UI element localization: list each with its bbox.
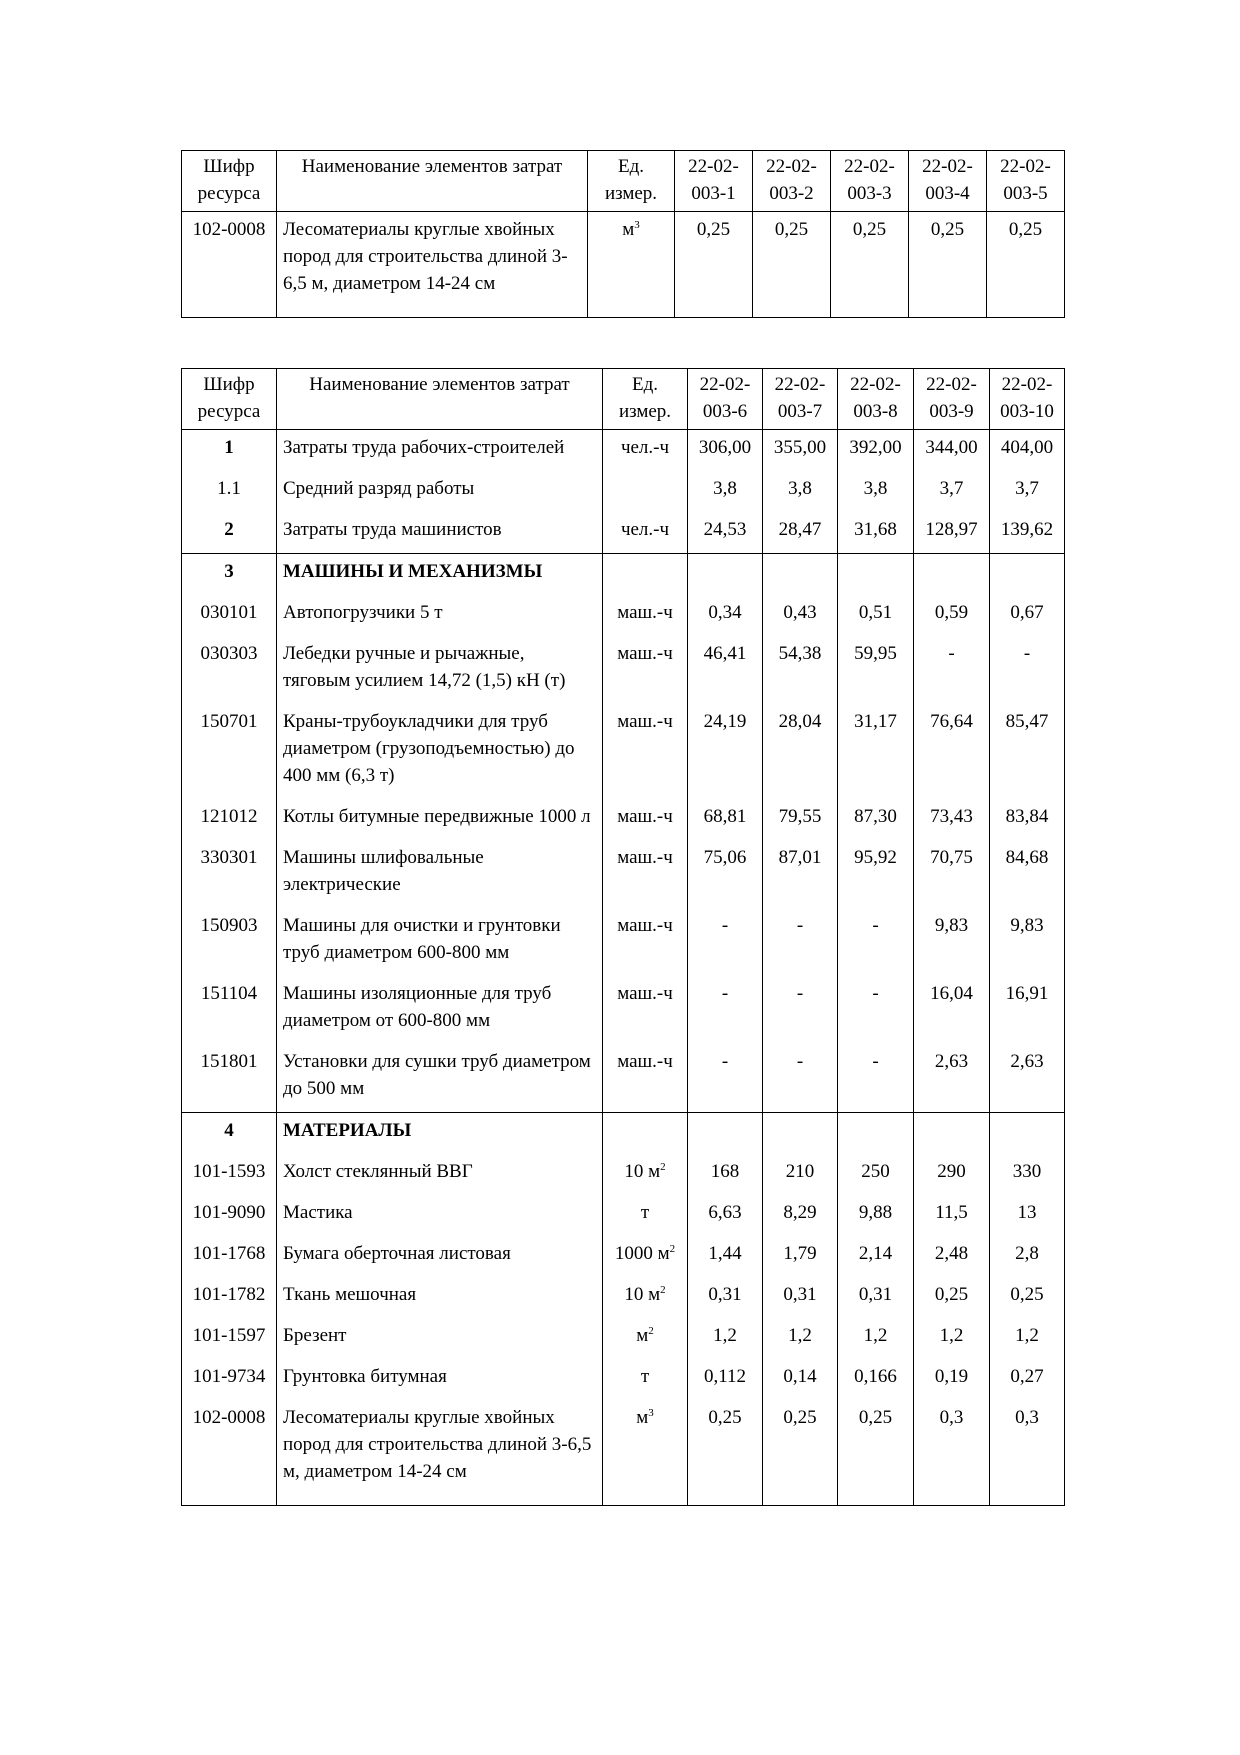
unit-cell — [603, 1044, 688, 1113]
header-norm-code — [987, 151, 1065, 212]
header-norm-line: 003-6 — [702, 401, 748, 422]
header-code-line: ресурса — [197, 401, 261, 422]
norm-value: 9,83 — [990, 908, 1065, 976]
norm-value: 1,44 — [688, 1236, 763, 1277]
header-norm-line: 22-02- — [850, 374, 901, 395]
norm-value: 3,7 — [914, 471, 990, 512]
norm-value: 0,25 — [838, 1400, 914, 1506]
resource-code: 101-9734 — [182, 1359, 277, 1400]
norm-value: 404,00 — [990, 430, 1065, 472]
header-name: Наименование элементов затрат — [277, 369, 603, 430]
norm-value: 28,47 — [763, 512, 838, 554]
resource-name: Машины изоляционные для труб диаметром от 600-800 мм — [277, 976, 603, 1044]
unit-cell — [603, 1195, 688, 1236]
norm-value — [914, 1113, 990, 1155]
norm-value — [763, 554, 838, 596]
unit-text: чел.-ч — [620, 519, 670, 540]
header-norm-line: 003-10 — [1000, 401, 1054, 422]
norm-value: 392,00 — [838, 430, 914, 472]
unit-cell — [603, 1359, 688, 1400]
norm-value: 0,25 — [688, 1400, 763, 1506]
resource-name: Средний разряд работы — [277, 471, 603, 512]
norm-value: 0,25 — [675, 212, 753, 318]
norm-value: 0,112 — [688, 1359, 763, 1400]
header-norm-code — [753, 151, 831, 212]
resource-code: 102-0008 — [182, 1400, 277, 1506]
norm-value: 24,53 — [688, 512, 763, 554]
resource-name: Грунтовка битумная — [277, 1359, 603, 1400]
unit-cell — [588, 212, 675, 318]
table-row — [182, 976, 1065, 1044]
norm-value: 1,2 — [763, 1318, 838, 1359]
header-norm-code — [909, 151, 987, 212]
resource-code: 151801 — [182, 1044, 277, 1113]
unit-text: чел.-ч — [620, 437, 670, 458]
norm-value: 0,31 — [763, 1277, 838, 1318]
norm-value: 0,3 — [990, 1400, 1065, 1506]
norm-value: 87,30 — [838, 799, 914, 840]
unit-cell — [603, 704, 688, 799]
resource-name: Автопогрузчики 5 т — [277, 595, 603, 636]
norm-value: 28,04 — [763, 704, 838, 799]
unit-cell — [603, 512, 688, 554]
norm-value: 73,43 — [914, 799, 990, 840]
header-norm-line: 22-02- — [926, 374, 977, 395]
norm-value: 3,8 — [688, 471, 763, 512]
unit-text: т — [640, 1202, 650, 1223]
table-row — [182, 1359, 1065, 1400]
unit-cell — [603, 636, 688, 704]
table-row — [182, 1044, 1065, 1113]
norm-value: - — [763, 908, 838, 976]
norm-value — [688, 554, 763, 596]
norm-value — [990, 1113, 1065, 1155]
header-norm-line: 003-5 — [1003, 183, 1048, 204]
norm-value: - — [838, 908, 914, 976]
resource-code: 121012 — [182, 799, 277, 840]
unit-exponent: 3 — [648, 1407, 654, 1419]
header-code — [182, 151, 277, 212]
norm-value — [914, 554, 990, 596]
norm-value: 16,04 — [914, 976, 990, 1044]
resource-name: Лесоматериалы круглые хвойных пород для строительства длиной 3-6,5 м, диаметром 14-24 см — [277, 212, 588, 318]
norm-value: 0,25 — [990, 1277, 1065, 1318]
unit-text: м — [636, 1407, 649, 1428]
resource-code: 030101 — [182, 595, 277, 636]
header-unit-line: измер. — [618, 401, 672, 422]
unit-text: маш.-ч — [617, 983, 673, 1004]
table-row — [182, 1400, 1065, 1506]
unit-cell — [603, 908, 688, 976]
norm-value: 11,5 — [914, 1195, 990, 1236]
resource-code: 2 — [182, 512, 277, 554]
unit-cell — [603, 1277, 688, 1318]
norm-value: 84,68 — [990, 840, 1065, 908]
norm-value: - — [763, 1044, 838, 1113]
unit-cell — [603, 1113, 688, 1155]
header-norm-code — [763, 369, 838, 430]
norm-value: 9,83 — [914, 908, 990, 976]
norm-value: 290 — [914, 1154, 990, 1195]
norm-value: - — [688, 976, 763, 1044]
norm-value: 3,8 — [763, 471, 838, 512]
unit-exponent: 3 — [634, 219, 640, 231]
norm-value: 306,00 — [688, 430, 763, 472]
resource-name: Бумага оберточная листовая — [277, 1236, 603, 1277]
resource-code: 3 — [182, 554, 277, 596]
norm-value: 9,88 — [838, 1195, 914, 1236]
norm-value: - — [914, 636, 990, 704]
norm-value: 250 — [838, 1154, 914, 1195]
unit-cell — [603, 471, 688, 512]
resource-name: Лесоматериалы круглые хвойных пород для строительства длиной 3-6,5 м, диаметром 14-24 см — [277, 1400, 603, 1506]
header-row — [182, 369, 1065, 430]
norm-value: 31,68 — [838, 512, 914, 554]
header-norm-line: 22-02- — [688, 156, 739, 177]
resource-name: Краны-трубоукладчики для труб диаметром (грузоподъемностью) до 400 мм (6,3 т) — [277, 704, 603, 799]
header-norm-code — [914, 369, 990, 430]
norm-value: 2,14 — [838, 1236, 914, 1277]
table-row — [182, 1318, 1065, 1359]
norm-value: 0,166 — [838, 1359, 914, 1400]
norm-value: - — [688, 1044, 763, 1113]
header-unit-line: Ед. — [631, 374, 659, 395]
resource-name: Машины шлифовальные электрические — [277, 840, 603, 908]
header-norm-line: 003-2 — [769, 183, 814, 204]
norm-value: - — [838, 1044, 914, 1113]
resource-code: 330301 — [182, 840, 277, 908]
unit-text: маш.-ч — [617, 847, 673, 868]
norm-value: - — [990, 636, 1065, 704]
unit-text: маш.-ч — [617, 806, 673, 827]
header-row — [182, 151, 1065, 212]
table-row — [182, 704, 1065, 799]
norm-value: 2,8 — [990, 1236, 1065, 1277]
norm-value: 0,25 — [831, 212, 909, 318]
unit-cell — [603, 799, 688, 840]
header-norm-code — [675, 151, 753, 212]
norm-value: 13 — [990, 1195, 1065, 1236]
unit-exponent: 2 — [660, 1161, 666, 1173]
norm-value: 0,25 — [753, 212, 831, 318]
norm-value: 0,25 — [763, 1400, 838, 1506]
unit-text: маш.-ч — [617, 915, 673, 936]
resource-code: 1.1 — [182, 471, 277, 512]
header-name: Наименование элементов затрат — [277, 151, 588, 212]
norm-value: 1,2 — [838, 1318, 914, 1359]
unit-cell — [603, 976, 688, 1044]
norm-value: 8,29 — [763, 1195, 838, 1236]
resource-code: 150903 — [182, 908, 277, 976]
table-row — [182, 799, 1065, 840]
header-norm-line: 003-3 — [847, 183, 892, 204]
header-norm-line: 22-02- — [774, 374, 826, 395]
norm-value: - — [688, 908, 763, 976]
resource-code: 101-9090 — [182, 1195, 277, 1236]
unit-text: т — [640, 1366, 650, 1387]
header-code-line: Шифр — [203, 374, 255, 395]
table-row — [182, 212, 1065, 318]
norm-value: 0,25 — [987, 212, 1065, 318]
unit-text: маш.-ч — [617, 602, 673, 623]
norm-value: 3,8 — [838, 471, 914, 512]
unit-cell — [603, 1236, 688, 1277]
norm-value: 31,17 — [838, 704, 914, 799]
norm-value: 1,2 — [914, 1318, 990, 1359]
section-row — [182, 554, 1065, 596]
unit-text: маш.-ч — [617, 643, 673, 664]
norm-value: 0,51 — [838, 595, 914, 636]
resource-name: Затраты труда рабочих-строителей — [277, 430, 603, 472]
unit-cell — [603, 430, 688, 472]
table-row — [182, 471, 1065, 512]
norm-value: 1,79 — [763, 1236, 838, 1277]
norm-value: 330 — [990, 1154, 1065, 1195]
header-norm-code — [990, 369, 1065, 430]
norm-value: 2,48 — [914, 1236, 990, 1277]
table-row — [182, 1154, 1065, 1195]
header-code-line: ресурса — [197, 183, 261, 204]
header-norm-line: 22-02- — [844, 156, 895, 177]
norm-value: 46,41 — [688, 636, 763, 704]
norm-value: 54,38 — [763, 636, 838, 704]
norm-value: 0,27 — [990, 1359, 1065, 1400]
resource-code: 101-1597 — [182, 1318, 277, 1359]
norm-value: 168 — [688, 1154, 763, 1195]
norm-value: 0,19 — [914, 1359, 990, 1400]
table-row — [182, 512, 1065, 554]
norm-value: 2,63 — [990, 1044, 1065, 1113]
unit-exponent: 2 — [648, 1325, 654, 1337]
norm-value: 0,14 — [763, 1359, 838, 1400]
unit-cell — [603, 1400, 688, 1506]
norm-value: 75,06 — [688, 840, 763, 908]
header-norm-line: 003-4 — [925, 183, 970, 204]
resource-name: МАШИНЫ И МЕХАНИЗМЫ — [277, 554, 603, 596]
resource-table-2 — [181, 368, 1065, 1506]
norm-value: 0,67 — [990, 595, 1065, 636]
header-norm-line: 003-1 — [691, 183, 736, 204]
norm-value: 0,34 — [688, 595, 763, 636]
resource-code: 101-1593 — [182, 1154, 277, 1195]
norm-value: 0,25 — [914, 1277, 990, 1318]
table-row — [182, 1277, 1065, 1318]
norm-value: 79,55 — [763, 799, 838, 840]
resource-name: Брезент — [277, 1318, 603, 1359]
norm-value: 95,92 — [838, 840, 914, 908]
unit-exponent: 2 — [669, 1243, 676, 1255]
norm-value: 0,25 — [909, 212, 987, 318]
header-norm-line: 22-02- — [1000, 156, 1051, 177]
resource-code: 150701 — [182, 704, 277, 799]
table-row — [182, 636, 1065, 704]
unit-text: маш.-ч — [617, 1051, 673, 1072]
unit-exponent: 2 — [660, 1284, 666, 1296]
norm-value — [763, 1113, 838, 1155]
resource-code: 102-0008 — [182, 212, 277, 318]
resource-code: 030303 — [182, 636, 277, 704]
norm-value: 85,47 — [990, 704, 1065, 799]
norm-value: 87,01 — [763, 840, 838, 908]
unit-text: 1000 м — [614, 1243, 670, 1264]
header-norm-line: 22-02- — [1001, 374, 1053, 395]
norm-value: 210 — [763, 1154, 838, 1195]
header-norm-line: 22-02- — [766, 156, 817, 177]
header-norm-line: 003-7 — [777, 401, 823, 422]
norm-value: - — [838, 976, 914, 1044]
norm-value: 70,75 — [914, 840, 990, 908]
norm-value: 76,64 — [914, 704, 990, 799]
table-row — [182, 430, 1065, 472]
resource-code: 1 — [182, 430, 277, 472]
resource-name: Котлы битумные передвижные 1000 л — [277, 799, 603, 840]
unit-cell — [603, 1154, 688, 1195]
norm-value: 68,81 — [688, 799, 763, 840]
header-code — [182, 369, 277, 430]
norm-value: 59,95 — [838, 636, 914, 704]
header-unit-line: Ед. — [617, 156, 645, 177]
norm-value: - — [763, 976, 838, 1044]
norm-value — [838, 1113, 914, 1155]
header-norm-line: 003-9 — [929, 401, 974, 422]
resource-name: Затраты труда машинистов — [277, 512, 603, 554]
resource-code: 101-1782 — [182, 1277, 277, 1318]
header-norm-line: 22-02- — [922, 156, 973, 177]
norm-value: 6,63 — [688, 1195, 763, 1236]
unit-text: м — [622, 219, 635, 240]
header-code-line: Шифр — [203, 156, 255, 177]
resource-name: Машины для очистки и грунтовки труб диаметром 600-800 мм — [277, 908, 603, 976]
header-norm-code — [831, 151, 909, 212]
norm-value: 139,62 — [990, 512, 1065, 554]
header-norm-code — [688, 369, 763, 430]
table-row — [182, 840, 1065, 908]
unit-text: 10 м — [624, 1161, 661, 1182]
header-norm-line: 003-8 — [853, 401, 898, 422]
unit-text: маш.-ч — [617, 711, 673, 732]
unit-cell — [603, 595, 688, 636]
resource-name: Установки для сушки труб диаметром до 500 мм — [277, 1044, 603, 1113]
norm-value: 355,00 — [763, 430, 838, 472]
norm-value — [688, 1113, 763, 1155]
resource-name: МАТЕРИАЛЫ — [277, 1113, 603, 1155]
unit-cell — [603, 1318, 688, 1359]
header-unit — [603, 369, 688, 430]
norm-value: 128,97 — [914, 512, 990, 554]
unit-cell — [603, 840, 688, 908]
norm-value — [990, 554, 1065, 596]
norm-value: 0,59 — [914, 595, 990, 636]
norm-value — [838, 554, 914, 596]
norm-value: 2,63 — [914, 1044, 990, 1113]
header-norm-line: 22-02- — [699, 374, 751, 395]
norm-value: 0,31 — [688, 1277, 763, 1318]
resource-name: Лебедки ручные и рычажные, тяговым усилием 14,72 (1,5) кН (т) — [277, 636, 603, 704]
norm-value: 0,31 — [838, 1277, 914, 1318]
resource-code: 4 — [182, 1113, 277, 1155]
table-row — [182, 1195, 1065, 1236]
resource-name: Ткань мешочная — [277, 1277, 603, 1318]
resource-name: Холст стеклянный ВВГ — [277, 1154, 603, 1195]
unit-text: 10 м — [624, 1284, 661, 1305]
norm-value: 1,2 — [990, 1318, 1065, 1359]
resource-table-1 — [181, 150, 1065, 318]
norm-value: 83,84 — [990, 799, 1065, 840]
unit-text: м — [636, 1325, 649, 1346]
resource-code: 101-1768 — [182, 1236, 277, 1277]
unit-cell — [603, 554, 688, 596]
norm-value: 1,2 — [688, 1318, 763, 1359]
header-unit — [588, 151, 675, 212]
resource-name: Мастика — [277, 1195, 603, 1236]
norm-value: 16,91 — [990, 976, 1065, 1044]
norm-value: 0,3 — [914, 1400, 990, 1506]
table-row — [182, 1236, 1065, 1277]
table-row — [182, 908, 1065, 976]
norm-value: 344,00 — [914, 430, 990, 472]
norm-value: 24,19 — [688, 704, 763, 799]
header-norm-code — [838, 369, 914, 430]
section-row — [182, 1113, 1065, 1155]
resource-code: 151104 — [182, 976, 277, 1044]
header-unit-line: измер. — [604, 183, 658, 204]
norm-value: 3,7 — [990, 471, 1065, 512]
table-row — [182, 595, 1065, 636]
norm-value: 0,43 — [763, 595, 838, 636]
